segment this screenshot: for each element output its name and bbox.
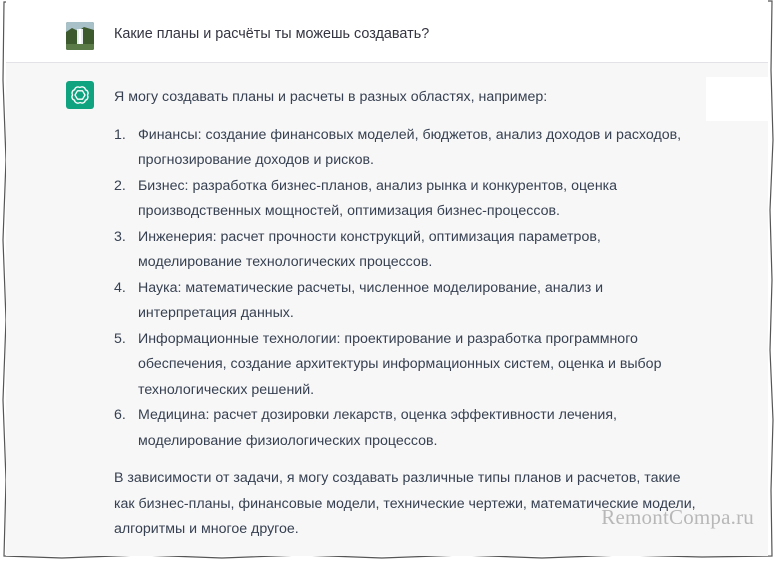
copy-actions-area bbox=[706, 77, 768, 121]
list-item-text: Инженерия: расчет прочности конструкций, оптимизация параметров, моделирование технологических процессов. bbox=[138, 228, 601, 270]
list-item bbox=[114, 276, 704, 327]
list-item-text: Информационные технологии: проектирование и разработка программного обеспечения, создание архитектуры информационных систем, оценка и выбор технологических решений. bbox=[138, 330, 662, 398]
user-message-row bbox=[6, 0, 768, 63]
list-item-number: 3. bbox=[114, 228, 126, 245]
list-item bbox=[114, 174, 704, 225]
list-item-text: Бизнес: разработка бизнес-планов, анализ рынка и конкурентов, оценка производственных мощностей, оптимизация бизнес-процессов. bbox=[138, 177, 618, 219]
assistant-intro: Я могу создавать планы и расчеты в разных областях, например: bbox=[114, 89, 548, 105]
site-watermark: RemontCompa.ru bbox=[601, 505, 754, 529]
list-item bbox=[114, 403, 704, 454]
list-item-number: 2. bbox=[114, 177, 126, 194]
list-item-text: Медицина: расчет дозировки лекарств, оценка эффективности лечения, моделирование физиологических процессов. bbox=[138, 407, 617, 449]
assistant-avatar bbox=[66, 81, 94, 109]
list-item bbox=[114, 225, 704, 276]
list-item-number: 6. bbox=[114, 407, 126, 423]
assistant-message-row bbox=[6, 63, 768, 556]
assistant-message-body bbox=[114, 85, 704, 543]
list-item-number: 5. bbox=[114, 330, 126, 347]
list-item bbox=[114, 123, 704, 174]
list-item-number: 1. bbox=[114, 126, 126, 143]
openai-logo-icon bbox=[70, 85, 90, 105]
list-item-text: Финансы: создание финансовых моделей, бюджетов, анализ доходов и расходов, прогнозирование доходов и рисков. bbox=[138, 126, 682, 168]
assistant-list bbox=[114, 123, 704, 455]
list-item-number: 4. bbox=[114, 279, 126, 296]
waterfall-photo-avatar-icon bbox=[66, 22, 94, 50]
user-message-text: Какие планы и расчёты ты можешь создавать? bbox=[114, 26, 430, 42]
user-avatar bbox=[66, 22, 94, 50]
chat-conversation bbox=[6, 0, 768, 556]
list-item-text: Наука: математические расчеты, численное моделирование, анализ и интерпретация данных. bbox=[138, 279, 604, 321]
assistant-outro: В зависимости от задачи, я могу создавать различные типы планов и расчетов, такие как бизнес-планы, финансовые модели, технические чертежи, математические модели, алгоритмы и многое другое. bbox=[114, 470, 696, 537]
list-item bbox=[114, 327, 704, 404]
